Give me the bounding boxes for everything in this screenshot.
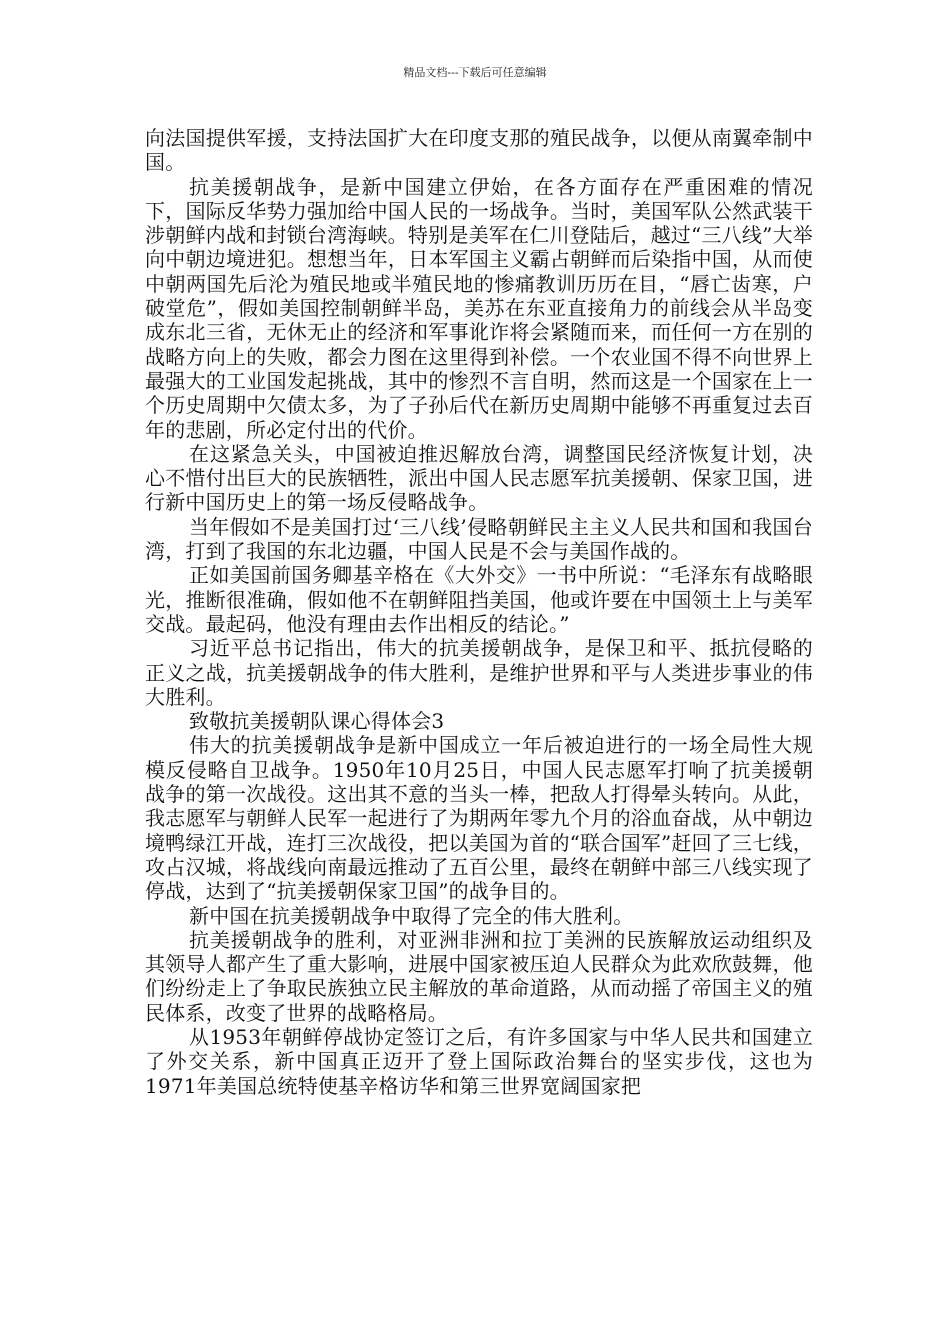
paragraph-6: 习近平总书记指出，伟大的抗美援朝战争，是保卫和平、抵抗侵略的正义之战，抗美援朝战争的伟大胜利，是维护世界和平与人类进步事业的伟大胜利。 bbox=[145, 636, 813, 709]
document-body bbox=[145, 126, 813, 1098]
paragraph-9: 抗美援朝战争的胜利，对亚洲非洲和拉丁美洲的民族解放运动组织及其领导人都产生了重大影响，进展中国家被压迫人民群众为此欢欣鼓舞，他们纷纷走上了争取民族独立民主解放的革命道路，从而动摇了帝国主义的殖民体系，改变了世界的战略格局。 bbox=[145, 927, 813, 1025]
paragraph-8: 新中国在抗美援朝战争中取得了完全的伟大胜利。 bbox=[189, 903, 634, 928]
paragraph-2: 抗美援朝战争，是新中国建立伊始，在各方面存在严重困难的情况下，国际反华势力强加给中国人民的一场战争。当时，美国军队公然武装干涉朝鲜内战和封锁台湾海峡。特别是美军在仁川登陆后，越过“三八线”大举向中朝边境进犯。想想当年，日本军国主义霸占朝鲜而后染指中国，从而使中朝两国先后沦为殖民地或半殖民地的惨痛教训历历在目，“唇亡齿寒，户破堂危”，假如美国控制朝鲜半岛，美苏在东亚直接角力的前线会从半岛变成东北三省，无休无止的经济和军事讹诈将会紧随而来，而任何一方在别的战略方向上的失败，都会力图在这里得到补偿。一个农业国不得不向世界上最强大的工业国发起挑战，其中的惨烈不言自明，然而这是一个国家在上一个历史周期中欠债太多，为了子孙后代在新历史周期中能够不再重复过去百年的悲剧，所必定付出的代价。 bbox=[145, 174, 813, 442]
paragraph-1: 向法国提供军援，支持法国扩大在印度支那的殖民战争，以便从南翼牵制中国。 bbox=[145, 126, 813, 175]
paragraph-7: 伟大的抗美援朝战争是新中国成立一年后被迫进行的一场全局性大规模反侵略自卫战争。1950年10月25日，中国人民志愿军打响了抗美援朝战争的第一次战役。这出其不意的当头一棒，把敌人打得晕头转向。从此，我志愿军与朝鲜人民军一起进行了为期两年零九个月的浴血奋战，从中朝边境鸭绿江开战，连打三次战役，把以美国为首的“联合国军”赶回了三七线，攻占汉城，将战线向南最远推动了五百公里，最终在朝鲜中部三八线实现了停战，达到了“抗美援朝保家卫国”的战争目的。 bbox=[145, 733, 813, 904]
paragraph-10: 从1953年朝鲜停战协定签订之后，有许多国家与中华人民共和国建立了外交关系，新中国真正迈开了登上国际政治舞台的坚实步伐，这也为1971年美国总统特使基辛格访华和第三世界宽阔国家把 bbox=[145, 1024, 813, 1098]
page-header: 精品文档---下载后可任意编辑 bbox=[403, 66, 547, 79]
paragraph-4: 当年假如不是美国打过‘三八线’侵略朝鲜民主主义人民共和国和我国台湾，打到了我国的东北边疆，中国人民是不会与美国作战的。 bbox=[145, 514, 813, 564]
paragraph-5: 正如美国前国务卿基辛格在《大外交》一书中所说：“毛泽东有战略眼光，推断很准确，假如他不在朝鲜阻挡美国，他或许要在中国领土上与美军交战。最起码，他没有理由去作出相反的结论。” bbox=[145, 563, 813, 636]
section-heading: 致敬抗美援朝队课心得体会3 bbox=[189, 709, 445, 734]
paragraph-3: 在这紧急关头，中国被迫推迟解放台湾，调整国民经济恢复计划，决心不惜付出巨大的民族牺牲，派出中国人民志愿军抗美援朝、保家卫国，进行新中国历史上的第一场反侵略战争。 bbox=[145, 441, 813, 515]
